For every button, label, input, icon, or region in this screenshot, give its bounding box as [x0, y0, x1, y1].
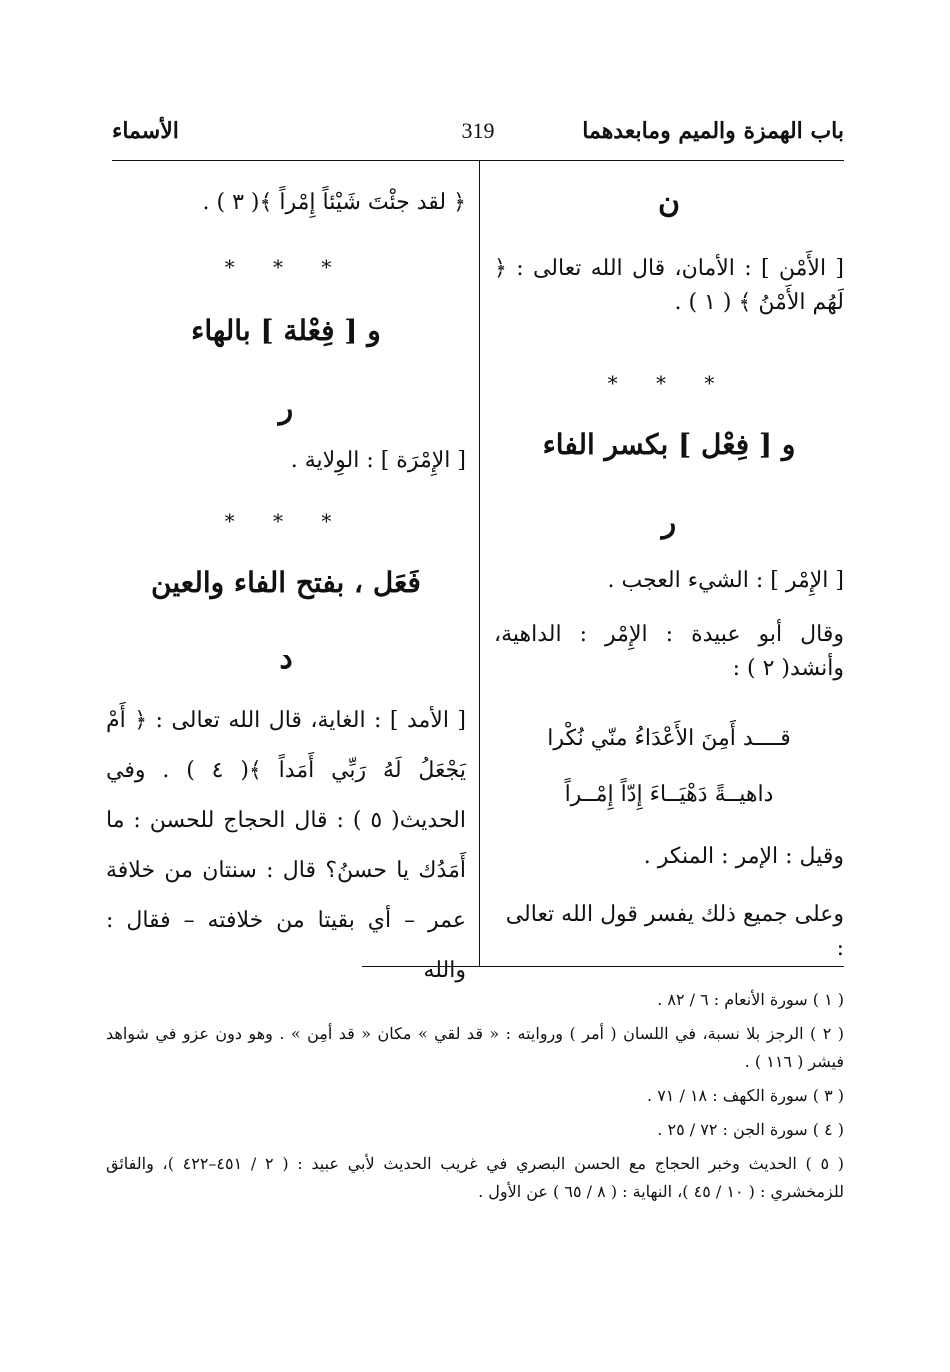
letter-heading: د	[279, 641, 293, 676]
section-heading: و [ فِعْل ] بكسر الفاء	[542, 428, 796, 461]
footnote: ( ٢ ) الرجز بلا نسبة، في اللسان ( أمر ) وروايته : « قد لقي » مكان « قد أمِن » . وهو دون عزو في شواهد فيشر ( ١١٦ ) .	[106, 1024, 845, 1071]
page-header	[112, 118, 844, 158]
chapter-title: باب الهمزة والميم ومابعدهما	[582, 118, 844, 144]
entry-amad: [ الأمد ] : الغاية، قال الله تعالى : ﴿ أَمْ يَجْعَلُ لَهُ رَبِّي أَمَداً ﴾( ٤ ) . وفي الحديث( ٥ ) : قال الحجاج للحسن : ما أَمَدُك يا حسنُ؟ قال : سنتان من خلافة عمر – أي بقيتا من خلافته – فقال : والله	[106, 708, 466, 983]
footnote: ( ٣ ) سورة الكهف : ١٨ / ٧١ .	[647, 1086, 844, 1105]
footnotes	[106, 986, 844, 1212]
footnote-rule	[362, 966, 844, 967]
verse-line: داهيــةً دَهْيَــاءَ إِدّاً إِمْــراً	[564, 782, 774, 807]
tafsir-line: وعلى جميع ذلك يفسر قول الله تعالى :	[505, 902, 844, 961]
footnote: ( ٤ ) سورة الجن : ٧٢ / ٢٥ .	[657, 1120, 844, 1139]
header-rule	[112, 160, 844, 161]
entry-imr: [ الإِمْر ] : الشيء العجب .	[607, 568, 844, 593]
footnote: ( ١ ) سورة الأنعام : ٦ / ٨٢ .	[657, 990, 844, 1009]
entry-imra: [ الإِمْرَة ] : الوِلاية .	[290, 448, 466, 473]
entry-amn: [ الأَمْن ] : الأمان، قال الله تعالى : ﴿ لَهُم الأَمْنُ ﴾ ( ١ ) .	[494, 256, 844, 315]
footnote: ( ٥ ) الحديث وخبر الحجاج مع الحسن البصري في غريب الحديث لأبي عبيد : ( ٢ / ٤٥١–٤٢٢ )، والفائق للزمخشري : ( ١٠ / ٤٥ )، النهاية : ( ٨ / ٦٥ ) عن الأول .	[106, 1154, 844, 1201]
column-divider	[479, 160, 480, 966]
qila-line: وقيل : الإمر : المنكر .	[643, 844, 844, 869]
verse-line: قــــد أَمِنَ الأَعْدَاءُ منّي نُكْرا	[547, 726, 791, 751]
section-heading: فَعَل ، بفتح الفاء والعين	[151, 566, 421, 599]
letter-heading: ر	[661, 505, 677, 540]
section-title: الأسماء	[112, 118, 179, 144]
quran-line: ﴿ لقد جئْتَ شَيْئاً إِمْراً ﴾( ٣ ) .	[202, 190, 466, 215]
section-stars: * * *	[224, 509, 348, 533]
section-stars: * * *	[224, 255, 348, 279]
section-stars: * * *	[607, 371, 731, 395]
letter-heading: ر	[278, 391, 294, 426]
page-number: 319	[461, 118, 495, 143]
letter-heading: ن	[657, 185, 681, 220]
section-heading: و [ فِعْلة ] بالهاء	[191, 314, 381, 347]
abu-ubayda-quote: وقال أبو عبيدة : الإِمْر : الداهية، وأنشد( ٢ ) :	[494, 622, 844, 681]
